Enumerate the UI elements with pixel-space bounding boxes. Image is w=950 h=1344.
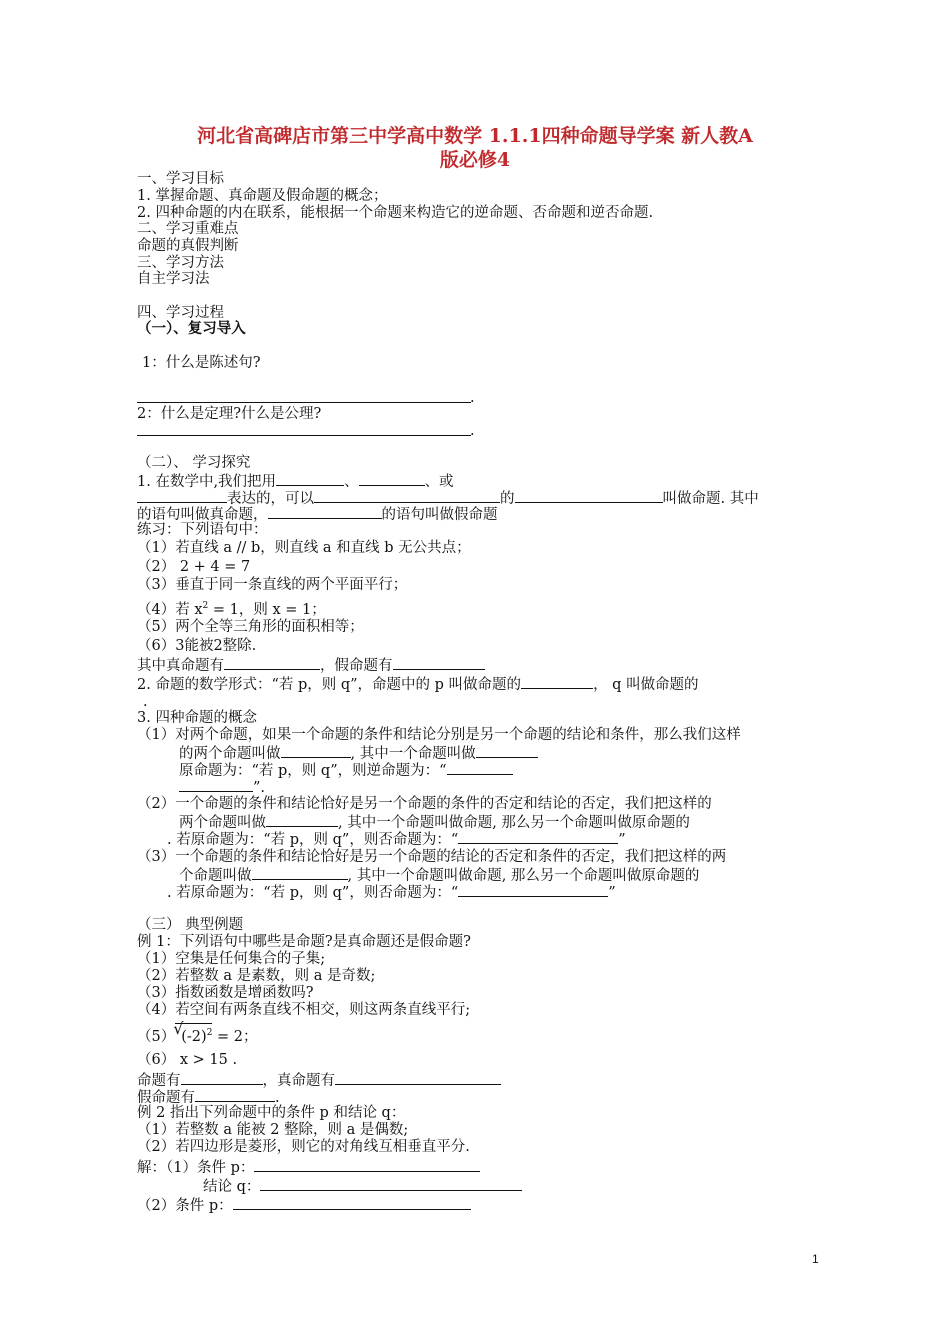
blank-input-2[interactable] [359,471,425,486]
explore-item-1-line2: 表达的，可以 的 叫做命题. 其中 [137,488,759,508]
exercise-label: 练习：下列语句中： [137,522,268,538]
answer-end-dot-q1: . [470,390,475,406]
exercise-answer-line: 其中真命题有 ，假命题有 [137,655,485,675]
review-question-1: 1：什么是陈述句? [142,355,261,371]
blank-input-5[interactable] [515,488,663,503]
blank-contrapositive-form[interactable] [458,882,608,897]
blank-inverse-pair[interactable] [266,812,338,827]
part-heading-examples: （三） 典型例题 [137,917,244,933]
concept-1-line3: 原命题为：“若 p，则 q”，则逆命题为：“ [179,760,513,780]
example-1-answer-line2: 假命题有 . [137,1087,280,1107]
exercise-item-1: （1）若直线 a // b，则直线 a 和直线 b 无公共点； [137,540,471,556]
blank-converse-form[interactable] [447,760,513,775]
exercise-item-3: （3）垂直于同一条直线的两个平面平行； [137,577,408,593]
part-heading-review: （一）、复习导入 [137,320,246,337]
methods-text: 自主学习法 [137,271,210,287]
sqrt-expression: √ $(-2)^2$ [173,1019,213,1045]
example-1-prompt: 例 1：下列语句中哪些是命题?是真命题还是假命题? [137,934,471,950]
example-1-item-6: （6） x > 15 . [137,1052,238,1068]
solution-2-condition: （2）条件 p： [137,1195,471,1215]
blank-converse-name[interactable] [476,743,538,758]
blank-converse-form-cont[interactable] [179,777,253,792]
section-heading-process: 四、学习过程 [137,305,224,321]
example-2-item-2: （2）若四边形是菱形，则它的对角线互相垂直平分. [137,1139,470,1155]
concept-3-line1: （3）一个命题的条件和结论恰好是另一个命题的结论的否定和条件的否定，我们把这样的两 [137,849,727,865]
explore-item-2-end: . [143,694,148,710]
keypoints-text: 命题的真假判断 [137,238,239,254]
blank-input-4[interactable] [314,488,500,503]
section-heading-keypoints: 二、学习重难点 [137,221,239,237]
blank-input-6[interactable] [268,504,382,519]
part-heading-explore: （二）、 学习探究 [137,455,251,471]
concept-1-line1: （1）对两个命题，如果一个命题的条件和结论分别是另一个命题的结论和条件，那么我们这样 [137,727,741,743]
answer-line-q1[interactable] [137,402,471,403]
explore-item-1-line3: 的语句叫做真命题， 的语句叫做假命题 [137,504,498,524]
concept-3-line3: . 若原命题为：“若 p，则 q”，则否命题为：“ ” [167,882,616,902]
section-heading-methods: 三、学习方法 [137,255,224,271]
example-1-item-4: （4）若空间有两条直线不相交，则这两条直线平行; [137,1002,471,1018]
concept-2-line3: . 若原命题为：“若 p，则 q”，则否命题为：“ ” [167,829,626,849]
review-question-2: 2：什么是定理?什么是公理? [137,406,322,422]
blank-true-props[interactable] [224,655,320,670]
blank-input-3[interactable] [137,488,227,503]
explore-item-3: 3. 四种命题的概念 [137,710,257,726]
answer-end-dot-q2: . [470,423,475,439]
radical-sign-icon: √ [173,1019,184,1038]
example-1-item-5: （5） √ $(-2)^2 = 2$； [137,1019,258,1045]
exercise-item-4: （4）若 $x^2 = 1$，则 x = 1； [137,601,326,618]
blank-propositions[interactable] [181,1070,263,1085]
explore-item-2: 2. 命题的数学形式：“若 p，则 q”，命题中的 p 叫做命题的 ， q 叫做命题的 [137,674,699,694]
blank-condition-p-1[interactable] [254,1157,480,1172]
answer-line-q2[interactable] [137,435,471,436]
document-title-line1: 河北省高碑店市第三中学高中数学 1.1.1四种命题导学案 新人教A [197,125,753,147]
exercise-item-5: （5）两个全等三角形的面积相等； [137,619,364,635]
exercise-item-6: （6）3能被2整除. [137,638,257,654]
example-1-answer-line1: 命题有 ，真命题有 [137,1070,501,1090]
blank-true-propositions[interactable] [335,1070,501,1085]
page-number: 1 [812,1252,819,1266]
section-heading-goals: 一、学习目标 [137,171,224,187]
explore-item-1-line1: 1. 在数学中,我们把用 、 、或 [137,471,454,491]
blank-false-propositions[interactable] [195,1087,275,1102]
solution-1-conclusion: 结论 q： [203,1176,522,1196]
concept-1-line2: 的两个命题叫做 , 其中一个命题叫做 [179,743,538,763]
example-1-item-1: （1）空集是任何集合的子集; [137,951,326,967]
example-2-prompt: 例 2 指出下列命题中的条件 p 和结论 q： [137,1105,406,1121]
blank-condition-term[interactable] [521,674,593,689]
example-2-item-1: （1）若整数 a 能被 2 整除，则 a 是偶数; [137,1122,409,1138]
blank-input-1[interactable] [276,471,344,486]
blank-contrapositive-pair[interactable] [252,865,348,880]
document-title-line2: 版必修4 [439,149,511,171]
blank-conclusion-q-1[interactable] [260,1176,522,1191]
concept-2-line1: （2）一个命题的条件和结论恰好是另一个命题的条件的否定和结论的否定，我们把这样的 [137,796,712,812]
concept-1-line4: ”. [179,777,265,797]
exercise-item-2: （2） 2 + 4 = 7 [137,559,251,575]
example-1-item-2: （2）若整数 a 是素数，则 a 是奇数; [137,968,376,984]
concept-2-line2: 两个命题叫做 , 其中一个命题叫做命题, 那么另一个命题叫做原命题的 [179,812,690,832]
blank-condition-p-2[interactable] [233,1195,471,1210]
goal-item-1: 1. 掌握命题、真命题及假命题的概念； [137,188,388,204]
concept-3-line2: 个命题叫做 , 其中一个命题叫做命题, 那么另一个命题叫做原命题的 [179,865,699,885]
blank-converse-pair[interactable] [281,743,351,758]
blank-inverse-form[interactable] [458,829,618,844]
goal-item-2: 2. 四种命题的内在联系，能根据一个命题来构造它的逆命题、否命题和逆否命题. [137,205,654,221]
example-1-item-3: （3）指数函数是增函数吗? [137,985,314,1001]
solution-1-condition: 解：（1）条件 p： [137,1157,480,1177]
blank-false-props[interactable] [393,655,485,670]
